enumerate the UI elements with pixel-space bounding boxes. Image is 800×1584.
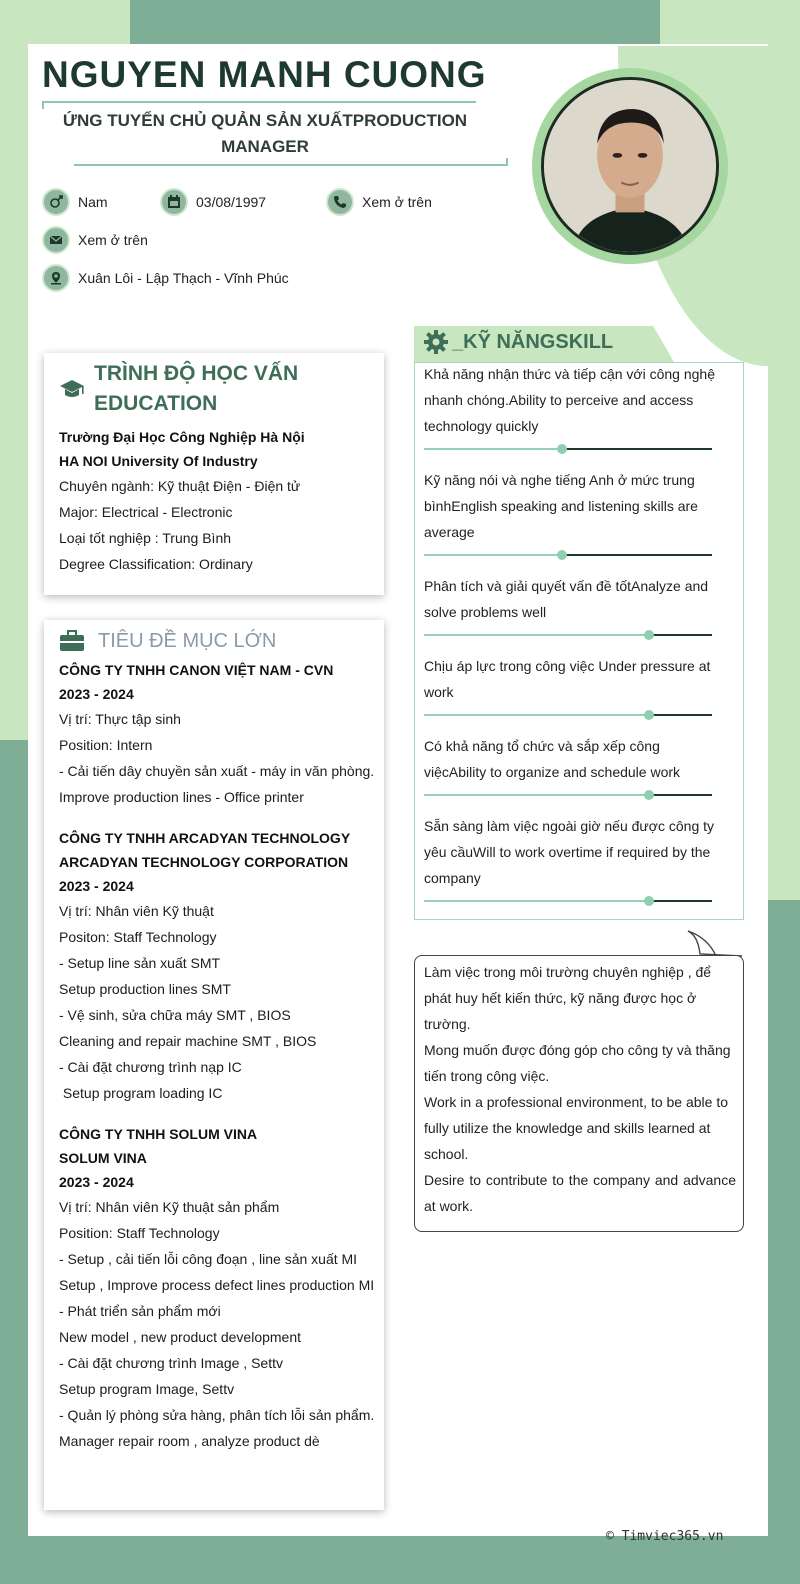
job-line: Setup program loading IC (59, 1085, 223, 1101)
job-period: 2023 - 2024 (59, 686, 134, 702)
job-line: - Quản lý phòng sửa hàng, phân tích lỗi sản phẩm. (59, 1407, 375, 1423)
job-line: Vị trí: Nhân viên Kỹ thuật (59, 903, 214, 919)
job-line: Improve production lines - Office printer (59, 789, 304, 805)
education-title-en: EDUCATION (94, 392, 218, 415)
copyright: © Timviec365.vn (606, 1529, 724, 1544)
skills-box (414, 362, 744, 920)
skill-knob (644, 630, 654, 640)
company-name: CÔNG TY TNHH SOLUM VINA (59, 1126, 258, 1142)
education-line: Degree Classification: Ordinary (59, 556, 253, 572)
graduation-cap-icon (58, 375, 86, 403)
skill-knob (557, 444, 567, 454)
job-entry (59, 826, 381, 1106)
calendar-icon (160, 188, 188, 216)
job-line: Position: Intern (59, 737, 153, 753)
skill-text: Chịu áp lực trong công việc Under pressure at work (424, 658, 711, 700)
email-icon (42, 226, 70, 254)
skill-bar (424, 549, 712, 561)
skill-knob (644, 710, 654, 720)
job-entry (59, 1122, 381, 1454)
gender-value: Nam (78, 194, 108, 210)
email-value: Xem ở trên (78, 232, 148, 248)
education-line: Loại tốt nghiệp : Trung Bình (59, 530, 232, 546)
info-phone (326, 188, 432, 216)
school-name-en: HA NOI University Of Industry (59, 453, 258, 469)
skill-bar (424, 629, 712, 641)
job-line: - Cài đặt chương trình nạp IC (59, 1059, 242, 1075)
job-line: Setup , Improve process defect lines production MI (59, 1277, 375, 1293)
birthday-value: 03/08/1997 (196, 194, 267, 210)
job-line: - Setup , cải tiến lỗi công đoạn , line sản xuất MI (59, 1251, 358, 1267)
school-name: Trường Đại Học Công Nghiệp Hà Nội (59, 429, 305, 445)
candidate-name: NGUYEN MANH CUONG (42, 54, 487, 95)
skill-bar (424, 789, 712, 801)
job-line: Setup production lines SMT (59, 981, 231, 997)
education-line: Major: Electrical - Electronic (59, 504, 233, 520)
skill-item (424, 813, 724, 907)
skills-heading (422, 328, 613, 356)
objective-line: Làm việc trong môi trường chuyên nghiệp , để phát huy hết kiến thức, kỹ năng được học ở trường. (424, 964, 712, 1032)
phone-icon (326, 188, 354, 216)
company-name-en: SOLUM VINA (59, 1150, 147, 1166)
job-line: - Phát triển sản phẩm mới (59, 1303, 221, 1319)
skill-item (424, 573, 724, 641)
job-line: Positon: Staff Technology (59, 929, 217, 945)
gender-icon (42, 188, 70, 216)
job-line: - Vệ sinh, sửa chữa máy SMT , BIOS (59, 1007, 291, 1023)
skill-item (424, 361, 724, 455)
education-card (44, 353, 384, 595)
skills-title: _KỸ NĂNGSKILL (452, 330, 614, 353)
job-period: 2023 - 2024 (59, 878, 134, 894)
skill-item (424, 467, 724, 561)
skill-text: Khả năng nhận thức và tiếp cận với công nghệ nhanh chóng.Ability to perceive and access technology quickly (424, 366, 715, 434)
company-name-en: ARCADYAN TECHNOLOGY CORPORATION (59, 854, 349, 870)
info-gender (42, 188, 108, 216)
skill-knob (644, 896, 654, 906)
avatar (541, 77, 719, 255)
skill-text: Có khả năng tổ chức và sắp xếp công việcAbility to organize and schedule work (424, 738, 681, 780)
skill-text: Phân tích và giải quyết vấn đề tốtAnalyze and solve problems well (424, 578, 709, 620)
background-shape-left (0, 740, 30, 1584)
phone-value: Xem ở trên (362, 194, 432, 210)
job-line: Manager repair room , analyze product dè (59, 1433, 320, 1449)
info-email (42, 226, 148, 254)
education-line: Chuyên ngành: Kỹ thuật Điện - Điện tử (59, 478, 301, 494)
company-name: CÔNG TY TNHH CANON VIỆT NAM - CVN (59, 662, 334, 678)
job-period: 2023 - 2024 (59, 1174, 134, 1190)
education-title: TRÌNH ĐỘ HỌC VẤN (94, 362, 299, 385)
job-line: - Cài đặt chương trình Image , Settv (59, 1355, 283, 1371)
job-line: Setup program Image, Settv (59, 1381, 235, 1397)
skill-bar (424, 895, 712, 907)
skill-bar (424, 709, 712, 721)
experience-title: TIÊU ĐỀ MỤC LỚN (98, 630, 277, 652)
job-entry (59, 658, 381, 810)
skill-text: Sẵn sàng làm việc ngoài giờ nếu được công ty yêu cầuWill to work overtime if required by the company (424, 818, 715, 886)
info-birthday (160, 188, 266, 216)
info-address (42, 264, 289, 292)
briefcase-icon (58, 629, 86, 653)
job-title: ỨNG TUYỂN CHỦ QUẢN SẢN XUẤTPRODUCTION MANAGER (62, 111, 468, 156)
skill-item (424, 653, 724, 721)
job-line: New model , new product development (59, 1329, 302, 1345)
divider (74, 158, 508, 166)
job-line: Cleaning and repair machine SMT , BIOS (59, 1033, 317, 1049)
background-top-band (130, 0, 660, 46)
skill-item (424, 733, 724, 801)
skill-bar (424, 443, 712, 455)
objective-line: Desire to contribute to the company and advance at work. (424, 1172, 736, 1214)
job-line: - Setup line sản xuất SMT (59, 955, 221, 971)
address-value: Xuân Lôi - Lập Thạch - Vĩnh Phúc (78, 270, 289, 286)
job-line: - Cải tiến dây chuyền sản xuất - máy in văn phòng. (59, 763, 375, 779)
job-line: Position: Staff Technology (59, 1225, 220, 1241)
experience-card (44, 620, 384, 1510)
objective-line: Mong muốn được đóng góp cho công ty và thăng tiến trong công việc. (424, 1042, 731, 1084)
job-line: Vị trí: Thực tập sinh (59, 711, 181, 727)
skill-knob (644, 790, 654, 800)
objective-line: Work in a professional environment, to be able to fully utilize the knowledge and skills learned at school. (424, 1094, 729, 1162)
job-line: Vị trí: Nhân viên Kỹ thuật sản phẩm (59, 1199, 280, 1215)
career-objective (414, 955, 744, 1232)
company-name: CÔNG TY TNHH ARCADYAN TECHNOLOGY (59, 830, 351, 846)
skill-text: Kỹ năng nói và nghe tiếng Anh ở mức trung bìnhEnglish speaking and listening skills are average (424, 472, 698, 540)
gear-icon (422, 328, 450, 356)
skill-knob (557, 550, 567, 560)
portrait-photo (544, 80, 716, 252)
location-icon (42, 264, 70, 292)
